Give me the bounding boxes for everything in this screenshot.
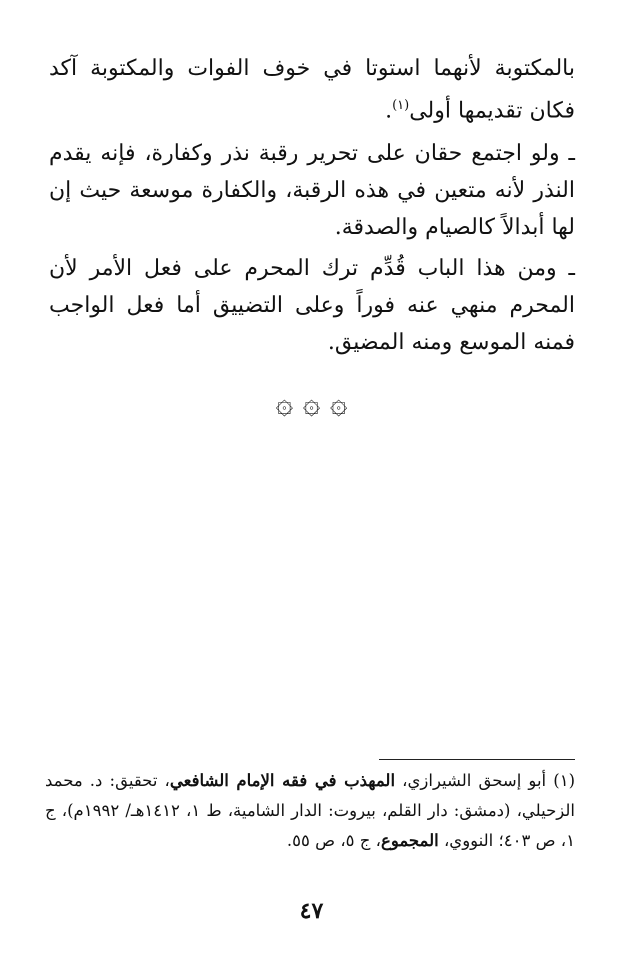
section-divider-ornaments: ۞ ۞ ۞: [275, 386, 348, 421]
footnote-book-title-1: المهذب في فقه الإمام الشافعي: [169, 771, 396, 790]
paragraph-1-end: .: [385, 98, 393, 124]
paragraph-1-text: بالمكتوبة لأنهما استوتا في خوف الفوات والمكتوبة آكد فكان تقديمها أولى: [49, 56, 575, 124]
footnote-text-3: ، ج ٥، ص ٥٥.: [286, 831, 381, 850]
footnote-text-1: أبو إسحق الشيرازي،: [395, 771, 547, 790]
footnote: [45, 766, 575, 856]
paragraph-3: ـ ومن هذا الباب قُدِّم ترك المحرم على فعل الأمر لأن المحرم منهي عنه فوراً وعلى التضييق أما فعل الواجب فمنه الموسع ومنه المضيق.: [49, 256, 575, 355]
footnote-text-2: ، تحقيق: د. محمد الزحيلي، (دمشق: دار القلم، بيروت: الدار الشامية، ط ١، ١٤١٢هـ/ ١٩٩٢م)، ج ١، ص ٤٠٣؛ النووي،: [45, 771, 576, 850]
footnote-divider: [379, 759, 575, 760]
paragraph-1: [49, 50, 575, 129]
page-number: ٤٧: [299, 898, 324, 924]
footnote-book-title-2: المجموع: [380, 831, 439, 850]
paragraph-2: ـ ولو اجتمع حقان على تحرير رقبة نذر وكفارة، فإنه يقدم النذر لأنه متعين في هذه الرقبة، والكفارة موسعة حيث إن لها أبدالاً كالصيام والصدقة.: [49, 141, 575, 240]
footnote-marker: (١): [553, 771, 576, 790]
footnote-reference[interactable]: (١): [392, 98, 410, 113]
